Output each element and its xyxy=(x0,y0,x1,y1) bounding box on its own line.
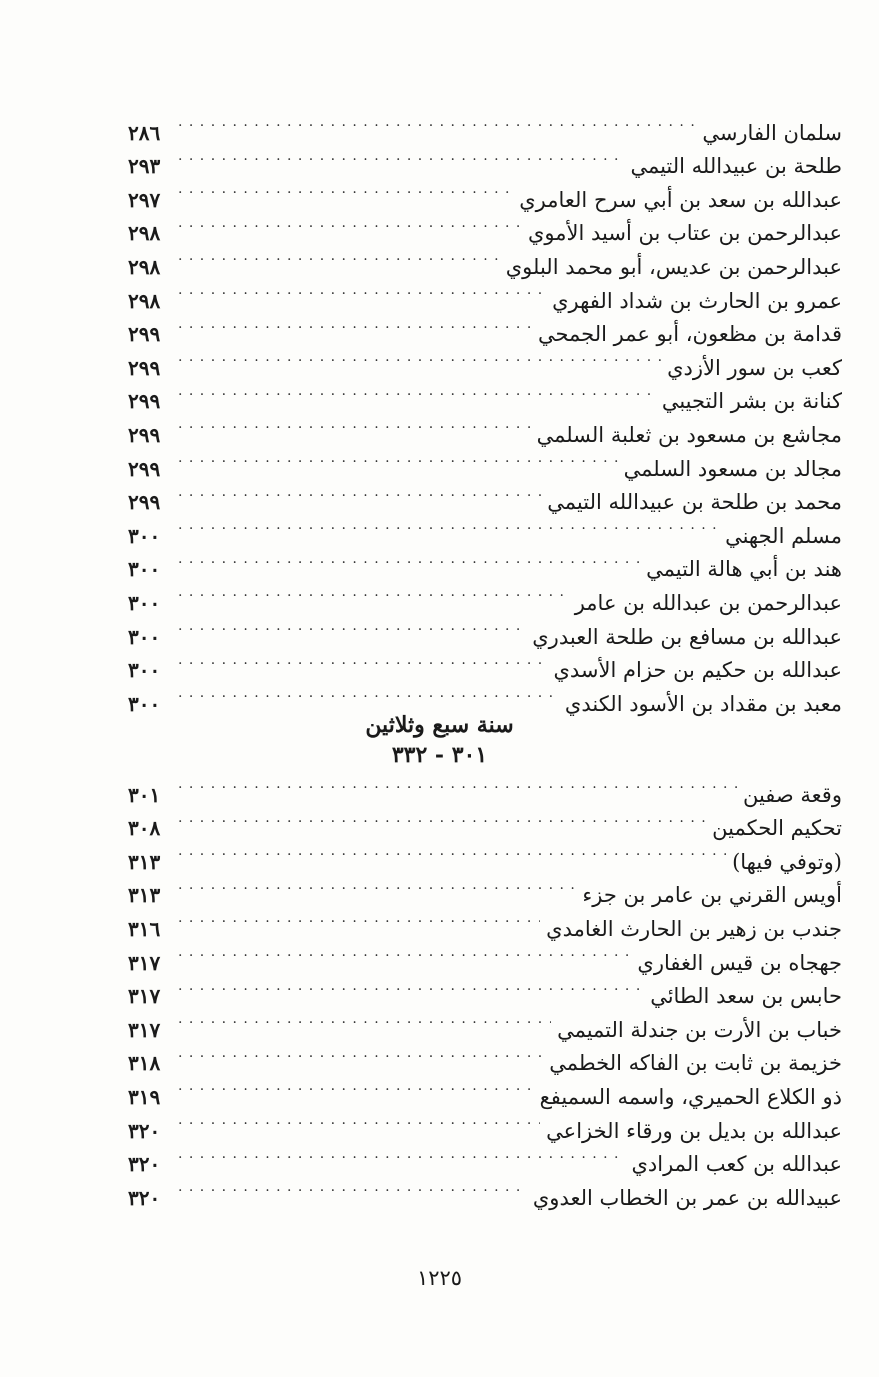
entry-title: مجالد بن مسعود السلمي xyxy=(623,456,842,481)
leader-dots xyxy=(178,576,569,610)
entry-page-number: ٢٩٩ xyxy=(128,322,161,347)
entry-page-number: ٣١٧ xyxy=(128,1017,161,1042)
entry-title: محمد بن طلحة بن عبيدالله التيمي xyxy=(547,490,842,515)
entry-page-number: ٢٩٩ xyxy=(128,456,161,481)
entry-page-number: ٢٩٩ xyxy=(128,422,161,447)
entry-title: أويس القرني بن عامر بن جزء xyxy=(582,883,842,908)
entry-title: قدامة بن مظعون، أبو عمر الجمحي xyxy=(537,322,842,347)
entry-title: جندب بن زهير بن الحارث الغامدي xyxy=(546,916,842,941)
entry-page-number: ٣٠٠ xyxy=(128,590,161,615)
leader-dots xyxy=(178,375,656,409)
leader-dots xyxy=(178,173,513,207)
section-heading-year: سنة سبع وثلاثين xyxy=(365,712,514,738)
entry-page-number: ٣٠٠ xyxy=(128,658,161,683)
entry-page-number: ٣٠٠ xyxy=(128,557,161,582)
entry-title: عبدالله بن مسافع بن طلحة العبدري xyxy=(532,624,842,649)
entry-title: معبد بن مقداد بن الأسود الكندي xyxy=(564,691,842,716)
entry-page-number: ٣١٩ xyxy=(128,1084,161,1109)
leader-dots xyxy=(178,476,541,510)
entry-title: عمرو بن الحارث بن شداد الفهري xyxy=(552,288,842,313)
leader-dots xyxy=(178,835,726,869)
leader-dots xyxy=(178,768,737,802)
leader-dots xyxy=(178,509,719,543)
leader-dots xyxy=(178,1003,551,1037)
entry-page-number: ٣٠٠ xyxy=(128,523,161,548)
leader-dots xyxy=(178,1171,527,1205)
entry-page-number: ٢٩٩ xyxy=(128,490,161,515)
entry-title: عبدالله بن حكيم بن حزام الأسدي xyxy=(553,658,842,683)
leader-dots xyxy=(178,644,547,678)
leader-dots xyxy=(178,1037,543,1071)
entry-title: (وتوفي فيها) xyxy=(732,849,842,874)
toc-entry xyxy=(128,106,842,145)
leader-dots xyxy=(178,308,532,342)
entry-page-number: ٣١٣ xyxy=(128,883,161,908)
leader-dots xyxy=(178,1138,625,1172)
leader-dots xyxy=(178,869,576,903)
leader-dots xyxy=(178,442,618,476)
entry-page-number: ٣١٧ xyxy=(128,950,161,975)
section-heading-page-range: ٣٠١ - ٣٣٢ xyxy=(391,742,488,768)
entry-title: عبدالرحمن بن عديس، أبو محمد البلوي xyxy=(505,254,842,279)
leader-dots xyxy=(178,207,522,241)
entry-page-number: ٢٩٩ xyxy=(128,355,161,380)
entry-title: جهجاه بن قيس الغفاري xyxy=(637,950,842,975)
entry-page-number: ٣١٣ xyxy=(128,849,161,874)
leader-dots xyxy=(178,902,540,936)
entry-page-number: ٢٨٦ xyxy=(128,120,161,145)
leader-dots xyxy=(178,677,559,711)
entry-page-number: ٣٢٠ xyxy=(128,1152,161,1177)
entry-title: مجاشع بن مسعود بن ثعلبة السلمي xyxy=(536,422,842,447)
entry-page-number: ٢٩٣ xyxy=(128,154,161,179)
entry-title: عبدالرحمن بن عتاب بن أسيد الأموي xyxy=(527,221,842,246)
entry-title: عبدالرحمن بن عبدالله بن عامر xyxy=(574,590,842,615)
leader-dots xyxy=(178,341,661,375)
entry-title: مسلم الجهني xyxy=(725,523,842,548)
entry-page-number: ٢٩٨ xyxy=(128,221,161,246)
entry-title: عبدالله بن سعد بن أبي سرح العامري xyxy=(519,187,842,212)
entry-page-number: ٣٠٨ xyxy=(128,816,161,841)
entry-title: ذو الكلاع الحميري، واسمه السميفع xyxy=(539,1084,842,1109)
entry-page-number: ٣٠٠ xyxy=(128,691,161,716)
toc-list-section-2 xyxy=(128,768,842,1210)
entry-title: حابس بن سعد الطائي xyxy=(650,984,842,1009)
toc-list-section-1 xyxy=(128,106,842,716)
toc-entry xyxy=(128,768,842,807)
leader-dots xyxy=(178,970,644,1004)
entry-title: عبيدالله بن عمر بن الخطاب العدوي xyxy=(532,1185,842,1210)
entry-page-number: ٣١٦ xyxy=(128,916,161,941)
leader-dots xyxy=(178,1070,534,1104)
entry-page-number: ٢٩٨ xyxy=(128,254,161,279)
entry-title: خزيمة بن ثابت بن الفاكه الخطمي xyxy=(549,1051,842,1076)
entry-page-number: ٣١٨ xyxy=(128,1051,161,1076)
entry-title: هند بن أبي هالة التيمي xyxy=(646,557,842,582)
leader-dots xyxy=(178,140,624,174)
leader-dots xyxy=(178,240,500,274)
entry-title: خباب بن الأرت بن جندلة التميمي xyxy=(557,1017,842,1042)
entry-page-number: ٣١٧ xyxy=(128,984,161,1009)
leader-dots xyxy=(178,1104,540,1138)
leader-dots xyxy=(178,543,640,577)
entry-page-number: ٢٩٧ xyxy=(128,187,161,212)
entry-page-number: ٣٠١ xyxy=(128,782,161,807)
toc-entry xyxy=(128,802,842,841)
entry-title: عبدالله بن كعب المرادي xyxy=(631,1152,842,1177)
entry-page-number: ٣٢٠ xyxy=(128,1185,161,1210)
leader-dots xyxy=(178,802,706,836)
entry-page-number: ٢٩٩ xyxy=(128,389,161,414)
entry-title: تحكيم الحكمين xyxy=(712,816,842,841)
leader-dots xyxy=(178,106,696,140)
leader-dots xyxy=(178,408,531,442)
entry-title: سلمان الفارسي xyxy=(702,120,842,145)
entry-page-number: ٢٩٨ xyxy=(128,288,161,313)
entry-title: كنانة بن بشر التجيبي xyxy=(661,389,842,414)
entry-title: عبدالله بن بديل بن ورقاء الخزاعي xyxy=(546,1118,842,1143)
leader-dots xyxy=(178,274,546,308)
entry-page-number: ٣٠٠ xyxy=(128,624,161,649)
leader-dots xyxy=(178,610,526,644)
entry-title: طلحة بن عبيدالله التيمي xyxy=(630,154,842,179)
entry-page-number: ٣٢٠ xyxy=(128,1118,161,1143)
entry-title: وقعة صفين xyxy=(742,782,842,807)
page-number: ١٢٢٥ xyxy=(416,1266,463,1290)
entry-title: كعب بن سور الأزدي xyxy=(667,355,842,380)
leader-dots xyxy=(178,936,631,970)
